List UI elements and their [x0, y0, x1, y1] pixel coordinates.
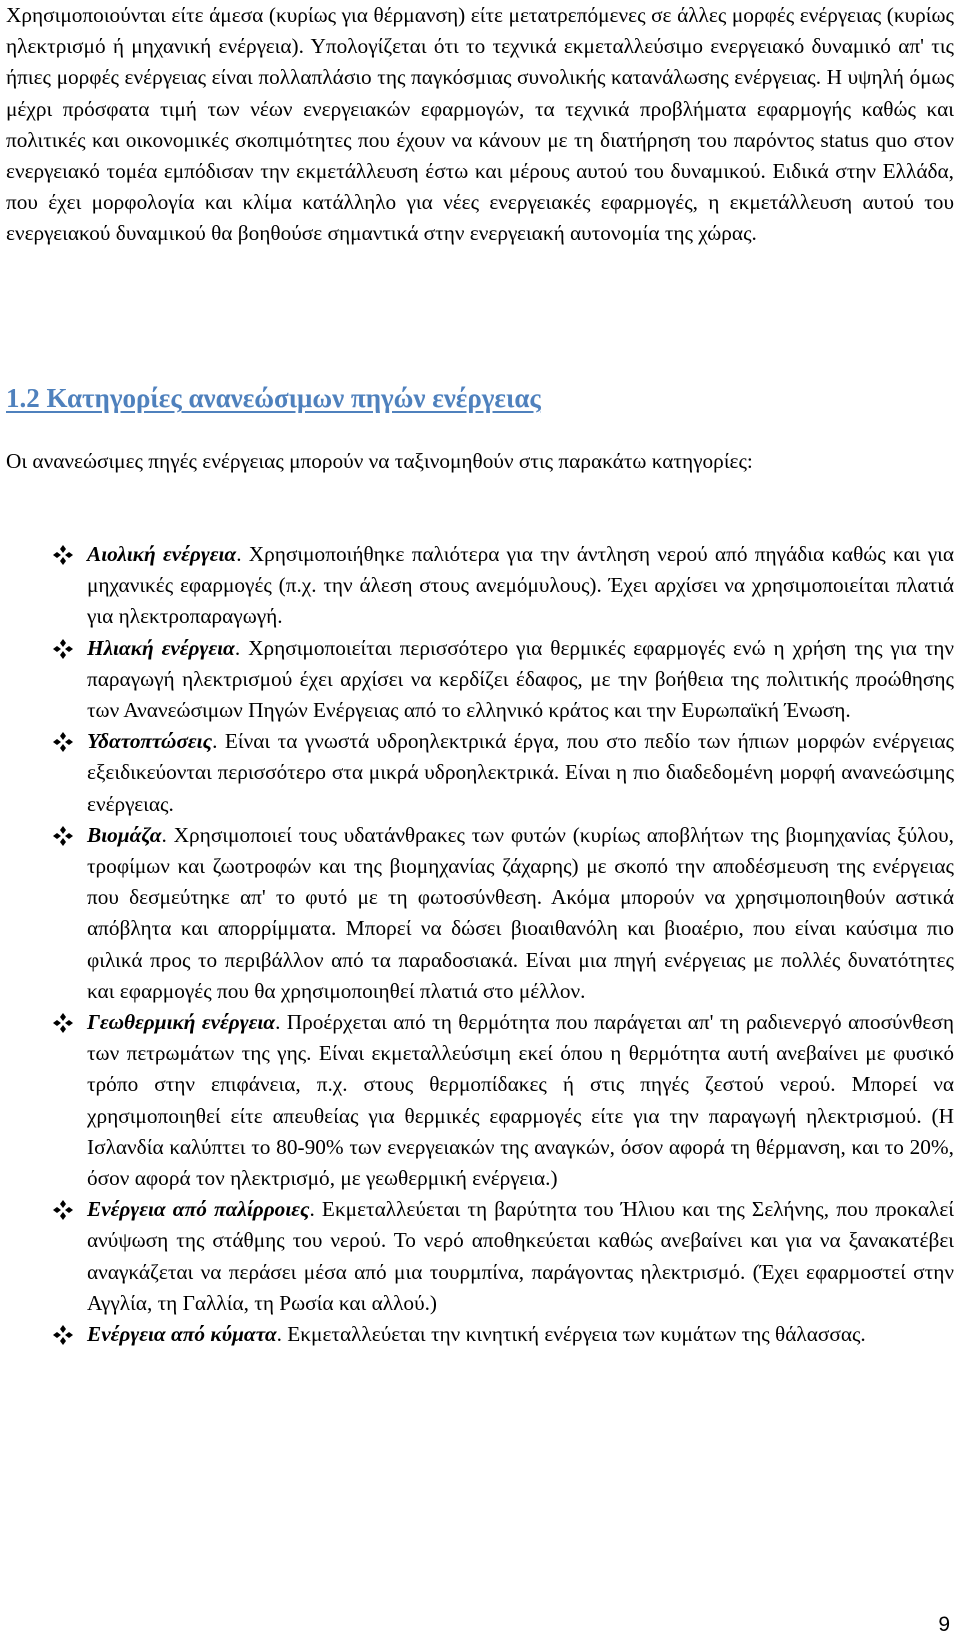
- list-item: [6, 1007, 954, 1194]
- page-number: 9: [938, 1613, 950, 1636]
- category-text: . Εκμεταλλεύεται τη βαρύτητα του Ήλιου και της Σελήνης, που προκαλεί ανύψωση της στάθμης του νερού. Το νερό αποθηκεύεται καθώς ανεβαίνει και για να ξανακατέβει αναγκάζεται να περάσει μέσα από μια τουρμπίνα, παράγοντας ηλεκτρισμό. (Έχει εφαρμοστεί στην Αγγλία, τη Γαλλία, τη Ρωσία και αλλού.): [87, 1197, 954, 1315]
- four-diamond-bullet-icon: [52, 544, 74, 566]
- category-term: Ενέργεια από κύματα: [87, 1322, 277, 1347]
- category-description: [87, 1007, 954, 1194]
- category-text: . Είναι τα γνωστά υδροηλεκτρικά έργα, που στο πεδίο των ήπιων μορφών ενέργειας εξειδικεύονται περισσότερο στα μικρά υδροηλεκτρικά. Είναι η πιο διαδεδομένη μορφή ανανεώσιμης ενέργειας.: [87, 729, 954, 816]
- four-diamond-bullet-icon: [52, 825, 74, 847]
- list-item: [6, 633, 954, 727]
- list-item: [6, 1194, 954, 1319]
- category-description: [87, 726, 954, 820]
- category-description: [87, 539, 954, 633]
- list-item: [6, 820, 954, 1007]
- category-description: [87, 1319, 954, 1350]
- category-description: [87, 820, 954, 1007]
- category-term: Υδατοπτώσεις: [87, 729, 213, 754]
- four-diamond-bullet-icon: [52, 1199, 74, 1221]
- list-item: [6, 726, 954, 820]
- list-item: [6, 539, 954, 633]
- lead-paragraph: Οι ανανεώσιμες πηγές ενέργειας μπορούν να ταξινομηθούν στις παρακάτω κατηγορίες:: [6, 449, 753, 473]
- category-term: Γεωθερμική ενέργεια: [87, 1010, 276, 1035]
- four-diamond-bullet-icon: [52, 1324, 74, 1346]
- category-description: [87, 1194, 954, 1319]
- category-term: Βιομάζα: [87, 822, 162, 847]
- category-term: Ηλιακή ενέργεια: [87, 635, 235, 660]
- category-text: . Εκμεταλλεύεται την κινητική ενέργεια των κυμάτων της θάλασσας.: [276, 1322, 866, 1347]
- energy-categories-list: [6, 539, 954, 1350]
- category-text: . Προέρχεται από τη θερμότητα που παράγεται απ' τη ραδιενεργό αποσύνθεση των πετρωμάτων της γης. Είναι εκμεταλλεύσιμη εκεί όπου η θερμότητα αυτή ανεβαίνει με φυσικό τρόπο στην επιφάνεια, π.χ. στους θερμοπίδακες ή στις πηγές ζεστού νερού. Μπορεί να χρησιμοποιηθεί είτε απευθείας για θερμικές εφαρμογές είτε για την παραγωγή ηλεκτρισμού. (Η Ισλανδία καλύπτει το 80-90% των ενεργειακών της αναγκών, όσον αφορά τη θέρμανση, και το 20%, όσον αφορά τον ηλεκτρισμό, με γεωθερμική ενέργεια.): [87, 1010, 954, 1191]
- list-item: [6, 1319, 954, 1350]
- category-text: . Χρησιμοποιεί τους υδατάνθρακες των φυτών (κυρίως αποβλήτων της βιομηχανίας ξύλου, τροφίμων και ζωοτροφών και της βιομηχανίας ζάχαρης) με σκοπό την αποδέσμευση της ενέργειας που δεσμεύτηκε απ' το φυτό με τη φωτοσύνθεση. Ακόμα μπορούν να χρησιμοποιηθούν αστικά απόβλητα και απορρίμματα. Μπορεί να δώσει βιοαιθανόλη και βιοαέριο, που είναι καύσιμα πιο φιλικά προς το περιβάλλον από τα παραδοσιακά. Είναι μια πηγή ενέργειας με πολλές δυνατότητες και εφαρμογές που θα χρησιμοποιηθεί πλατιά στο μέλλον.: [87, 822, 954, 1003]
- document-page: [6, 0, 954, 1347]
- four-diamond-bullet-icon: [52, 638, 74, 660]
- section-heading: 1.2 Κατηγορίες ανανεώσιμων πηγών ενέργειας: [6, 383, 541, 413]
- category-text: . Χρησιμοποιήθηκε παλιότερα για την άντληση νερού από πηγάδια καθώς και για μηχανικές εφαρμογές (π.χ. την άλεση στους ανεμόμυλους). Έχει αρχίσει να χρησιμοποιείται πλατιά για ηλεκτροπαραγωγή.: [87, 542, 954, 629]
- category-term: Ενέργεια από παλίρροιες: [87, 1197, 310, 1222]
- category-term: Αιολική ενέργεια: [87, 542, 237, 566]
- category-text: . Χρησιμοποιείται περισσότερο για θερμικές εφαρμογές ενώ η χρήση της για την παραγωγή ηλεκτρισμού έχει αρχίσει να κερδίζει έδαφος, με την βοήθεια της πολιτικής προώθησης των Ανανεώσιμων Πηγών Ενέργειας από το ελληνικό κράτος και την Ευρωπαϊκή Ένωση.: [87, 635, 954, 723]
- four-diamond-bullet-icon: [52, 731, 74, 753]
- four-diamond-bullet-icon: [52, 1012, 74, 1034]
- category-description: [87, 633, 954, 727]
- intro-paragraph: Χρησιμοποιούνται είτε άμεσα (κυρίως για θέρμανση) είτε μετατρεπόμενες σε άλλες μορφές ενέργειας (κυρίως ηλεκτρισμό ή μηχανική ενέργεια). Υπολογίζεται ότι το τεχνικά εκμεταλλεύσιμο ενεργειακό δυναμικό απ' τις ήπιες μορφές ενέργειας είναι πολλαπλάσιο της παγκόσμιας συνολικής κατανάλωσης ενέργειας. Η υψηλή όμως μέχρι πρόσφατα τιμή των νέων ενεργειακών εφαρμογών, τα τεχνικά προβλήματα εφαρμογής καθώς και πολιτικές και οικονομικές σκοπιμότητες που έχουν να κάνουν με τη διατήρηση του παρόντος status quo στον ενεργειακό τομέα εμπόδισαν την εκμετάλλευση έστω και μέρους αυτού του δυναμικού. Ειδικά στην Ελλάδα, που έχει μορφολογία και κλίμα κατάλληλο για νέες ενεργειακές εφαρμογές, η εκμετάλλευση αυτού του ενεργειακού δυναμικού θα βοηθούσε σημαντικά στην ενεργειακή αυτονομία της χώρας.: [6, 3, 954, 246]
